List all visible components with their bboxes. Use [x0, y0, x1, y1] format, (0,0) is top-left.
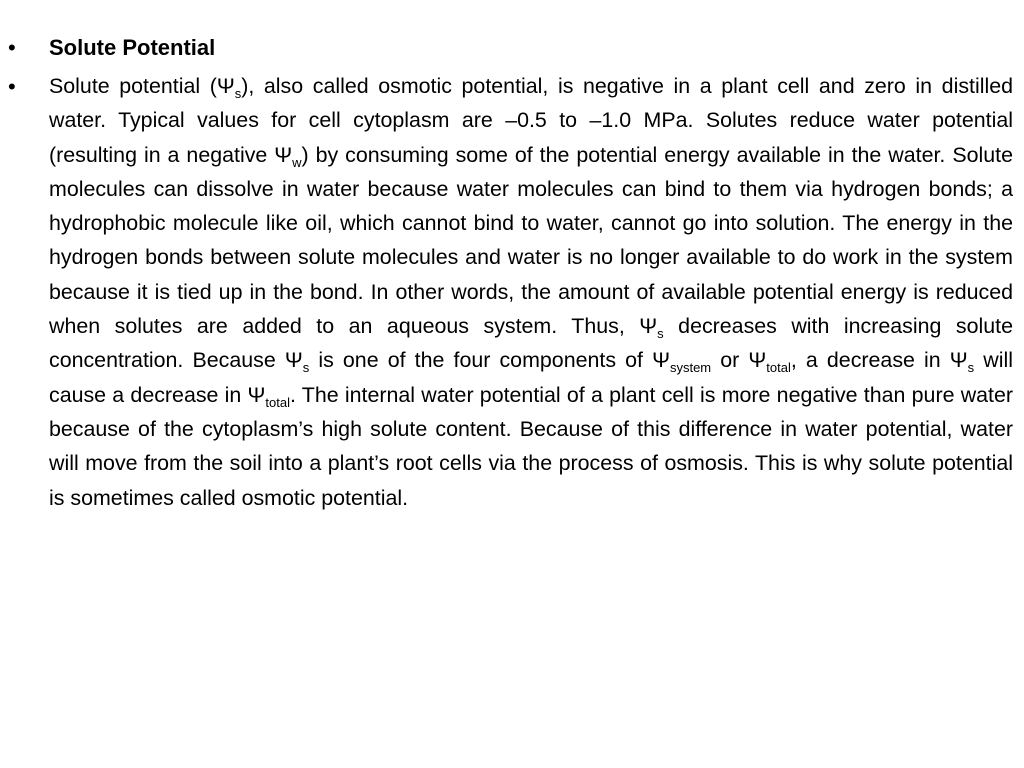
bullet-marker: •	[8, 74, 16, 99]
subscript: w	[292, 154, 302, 170]
subscript: system	[669, 360, 712, 376]
text-run: decreases with increasing solute concentration. Because Ψ	[49, 314, 1013, 373]
text-run: , a decrease in Ψ	[790, 348, 968, 373]
text-run: ) by consuming some of the potential energy available in the water. Solute molecules can dissolve in water because water molecules can bind to them via hydrogen bonds; a hydrophobic molecule like oil, which cannot bind to water, cannot go into solution. The energy in the hydrogen bonds between solute molecules and water is no longer available to do work in the system because it is tied up in the bond. In other words, the amount of available potential energy is reduced when solutes are added to an aqueous system. Thus, Ψ	[49, 142, 1013, 339]
bullet-item-body	[0, 69, 1024, 515]
subscript: s	[302, 360, 310, 376]
text-run: will cause a decrease in Ψ	[49, 348, 1013, 407]
bullet-list	[0, 30, 1024, 515]
bullet-item-heading	[0, 30, 1024, 66]
text-run: ), also called osmotic potential, is negative in a plant cell and zero in distilled water. Typical values for cell cytoplasm are –0.5 to –1.0 MPa. Solutes reduce water potential (resulting in a negative Ψ	[49, 74, 1014, 167]
body-paragraph	[49, 69, 1013, 515]
text-run: or Ψ	[711, 348, 767, 373]
bullet-marker: •	[8, 35, 16, 60]
text-run: . The internal water potential of a plant cell is more negative than pure water because of the cytoplasm’s high solute content. Because of this difference in water potential, water will move from the soil into a plant’s root cells via the process of osmosis. This is why solute potential is sometimes called osmotic potential.	[49, 382, 1014, 510]
subscript: s	[657, 326, 664, 342]
subscript: s	[967, 360, 975, 376]
slide-heading: Solute Potential	[49, 35, 216, 60]
text-run: is one of the four components of Ψ	[309, 348, 670, 373]
subscript: s	[234, 86, 242, 101]
text-run: Solute potential (Ψ	[49, 74, 235, 98]
subscript: total	[265, 394, 290, 410]
subscript: total	[766, 360, 791, 376]
